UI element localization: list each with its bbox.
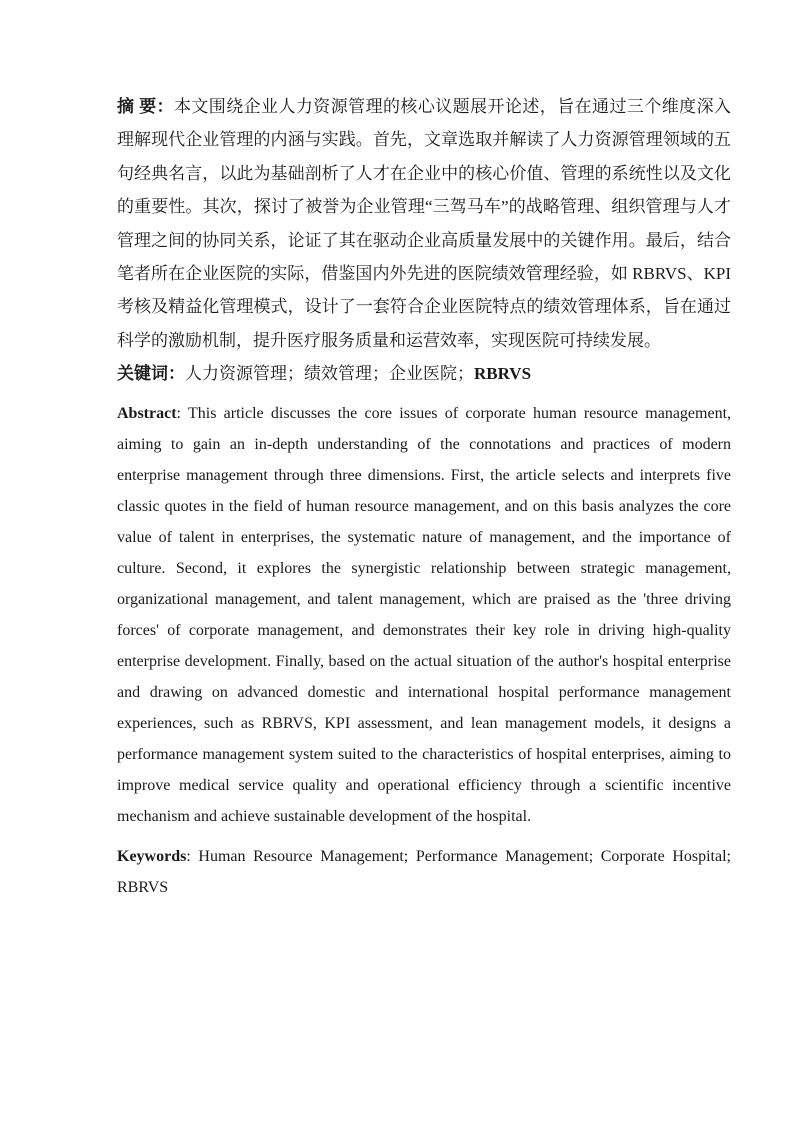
- keywords-zh-line: [117, 357, 731, 390]
- keywords-zh-label: 关键词：: [117, 364, 185, 384]
- abstract-en-text: This article discusses the core issues of corporate human resource management, aiming to gain an in-depth understanding of the connotations and practices of modern enterprise management through three dimensions. First, the article selects and interprets five classic quotes in the field of human resource management, and on this basis analyzes the core value of talent in enterprises, the systematic nature of management, and the importance of culture. Second, it explores the synergistic relationship between strategic management, organizational management, and talent management, which are praised as the 'three driving forces' of corporate management, and demonstrates their key role in driving high-quality enterprise development. Finally, based on the actual situation of the author's hospital enterprise and drawing on advanced domestic and international hospital performance management experiences, such as RBRVS, KPI assessment, and lean management models, it designs a performance management system suited to the characteristics of hospital enterprises, aiming to improve medical service quality and operational efficiency through a scientific incentive mechanism and achieve sustainable development of the hospital.: [117, 404, 732, 825]
- abstract-zh-paragraph: [117, 90, 731, 357]
- keywords-zh-terms: 人力资源管理；绩效管理；企业医院；: [185, 364, 474, 384]
- keywords-zh-term-bold: RBRVS: [474, 364, 532, 384]
- abstract-en-paragraph: [117, 398, 731, 832]
- keywords-en-line: [117, 841, 731, 903]
- keywords-en-label: Keywords: [117, 847, 187, 865]
- abstract-en-label: Abstract: [117, 404, 177, 422]
- keywords-en-colon: :: [186, 847, 199, 865]
- abstract-en-colon: :: [176, 404, 188, 422]
- keywords-en-terms: Human Resource Management; Performance Management; Corporate Hospital; RBRVS: [117, 847, 731, 896]
- abstract-zh-label: 摘 要：: [117, 97, 174, 116]
- abstract-zh-text: 本文围绕企业人力资源管理的核心议题展开论述，旨在通过三个维度深入理解现代企业管理的内涵与实践。首先，文章选取并解读了人力资源管理领域的五句经典名言，以此为基础剖析了人才在企业中的核心价值、管理的系统性以及文化的重要性。其次，探讨了被誉为企业管理“三驾马车”的战略管理、组织管理与人才管理之间的协同关系，论证了其在驱动企业高质量发展中的关键作用。最后，结合笔者所在企业医院的实际，借鉴国内外先进的医院绩效管理经验，如 RBRVS、KPI 考核及精益化管理模式，设计了一套符合企业医院特点的绩效管理体系，旨在通过科学的激励机制，提升医疗服务质量和运营效率，实现医院可持续发展。: [117, 97, 732, 350]
